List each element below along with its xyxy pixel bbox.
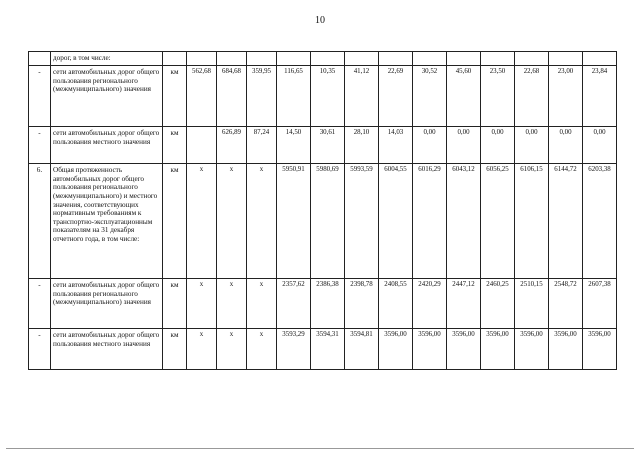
value-cell: 2420,29: [413, 279, 447, 329]
value-cell: 5950,91: [277, 164, 311, 279]
table-row: [29, 329, 617, 370]
value-cell: 3596,00: [549, 329, 583, 370]
value-cell: [583, 52, 617, 66]
value-cell: x: [187, 279, 217, 329]
value-cell: 3596,00: [379, 329, 413, 370]
indicator-name-cell: Общая протяженность автомобильных дорог общего пользования регионального (межмуниципального) и местного значения, соответствующих нормативным требованиям к транспортно-эксплуатационным показателям на 31 декабря отчетного года, в том числе:: [51, 164, 163, 279]
value-cell: 3596,00: [515, 329, 549, 370]
page-number: 10: [315, 15, 325, 26]
value-cell: 2386,38: [311, 279, 345, 329]
table-row: [29, 279, 617, 329]
indicator-name-cell: дорог, в том числе:: [51, 52, 163, 66]
value-cell: 2447,12: [447, 279, 481, 329]
value-cell: [379, 52, 413, 66]
value-cell: 2548,72: [549, 279, 583, 329]
value-cell: 45,60: [447, 66, 481, 127]
value-cell: 14,03: [379, 127, 413, 164]
row-number-cell: 6.: [29, 164, 51, 279]
value-cell: [515, 52, 549, 66]
table-row: [29, 127, 617, 164]
value-cell: 10,35: [311, 66, 345, 127]
value-cell: 2460,25: [481, 279, 515, 329]
indicator-name-cell: сети автомобильных дорог общего пользования регионального (межмуниципального) значения: [51, 279, 163, 329]
value-cell: 6144,72: [549, 164, 583, 279]
value-cell: x: [187, 164, 217, 279]
value-cell: x: [247, 164, 277, 279]
row-number-cell: -: [29, 127, 51, 164]
value-cell: [447, 52, 481, 66]
value-cell: 3596,00: [481, 329, 515, 370]
unit-cell: [163, 52, 187, 66]
value-cell: 22,69: [379, 66, 413, 127]
value-cell: 359,95: [247, 66, 277, 127]
value-cell: 0,00: [583, 127, 617, 164]
value-cell: 23,50: [481, 66, 515, 127]
value-cell: 3593,29: [277, 329, 311, 370]
value-cell: 28,10: [345, 127, 379, 164]
value-cell: 23,84: [583, 66, 617, 127]
unit-cell: км: [163, 66, 187, 127]
value-cell: x: [187, 329, 217, 370]
value-cell: 5993,59: [345, 164, 379, 279]
scan-edge-line: [6, 448, 634, 449]
value-cell: 6056,25: [481, 164, 515, 279]
value-cell: 0,00: [447, 127, 481, 164]
value-cell: 3596,00: [447, 329, 481, 370]
value-cell: 6004,55: [379, 164, 413, 279]
value-cell: 6106,15: [515, 164, 549, 279]
indicator-name-cell: сети автомобильных дорог общего пользования регионального (межмуниципального) значения: [51, 66, 163, 127]
value-cell: [187, 127, 217, 164]
value-cell: 562,68: [187, 66, 217, 127]
value-cell: [187, 52, 217, 66]
value-cell: 3594,81: [345, 329, 379, 370]
value-cell: [247, 52, 277, 66]
value-cell: 6043,12: [447, 164, 481, 279]
value-cell: [277, 52, 311, 66]
table-row: [29, 66, 617, 127]
indicator-name-cell: сети автомобильных дорог общего пользования местного значения: [51, 127, 163, 164]
value-cell: 41,12: [345, 66, 379, 127]
value-cell: 2398,78: [345, 279, 379, 329]
row-number-cell: -: [29, 66, 51, 127]
value-cell: 116,65: [277, 66, 311, 127]
value-cell: x: [217, 329, 247, 370]
value-cell: 2510,15: [515, 279, 549, 329]
row-number-cell: -: [29, 279, 51, 329]
unit-cell: км: [163, 127, 187, 164]
value-cell: [345, 52, 379, 66]
value-cell: 3594,31: [311, 329, 345, 370]
value-cell: 5980,69: [311, 164, 345, 279]
value-cell: x: [247, 329, 277, 370]
value-cell: 3596,00: [583, 329, 617, 370]
value-cell: 684,68: [217, 66, 247, 127]
value-cell: 30,52: [413, 66, 447, 127]
value-cell: x: [217, 164, 247, 279]
value-cell: x: [247, 279, 277, 329]
value-cell: 2408,55: [379, 279, 413, 329]
value-cell: 0,00: [481, 127, 515, 164]
value-cell: 87,24: [247, 127, 277, 164]
value-cell: 626,89: [217, 127, 247, 164]
value-cell: 30,61: [311, 127, 345, 164]
value-cell: 2607,38: [583, 279, 617, 329]
value-cell: 14,50: [277, 127, 311, 164]
row-number-cell: -: [29, 329, 51, 370]
value-cell: [217, 52, 247, 66]
value-cell: 23,00: [549, 66, 583, 127]
unit-cell: км: [163, 279, 187, 329]
value-cell: 0,00: [413, 127, 447, 164]
value-cell: 3596,00: [413, 329, 447, 370]
value-cell: 2357,62: [277, 279, 311, 329]
unit-cell: км: [163, 164, 187, 279]
value-cell: 6203,38: [583, 164, 617, 279]
value-cell: [413, 52, 447, 66]
row-number-cell: [29, 52, 51, 66]
value-cell: 6016,29: [413, 164, 447, 279]
table-row: [29, 52, 617, 66]
value-cell: [549, 52, 583, 66]
value-cell: [481, 52, 515, 66]
value-cell: 0,00: [549, 127, 583, 164]
value-cell: x: [217, 279, 247, 329]
value-cell: 0,00: [515, 127, 549, 164]
indicator-name-cell: сети автомобильных дорог общего пользования местного значения: [51, 329, 163, 370]
unit-cell: км: [163, 329, 187, 370]
statistics-table: [28, 51, 617, 370]
table-row: [29, 164, 617, 279]
value-cell: [311, 52, 345, 66]
value-cell: 22,68: [515, 66, 549, 127]
